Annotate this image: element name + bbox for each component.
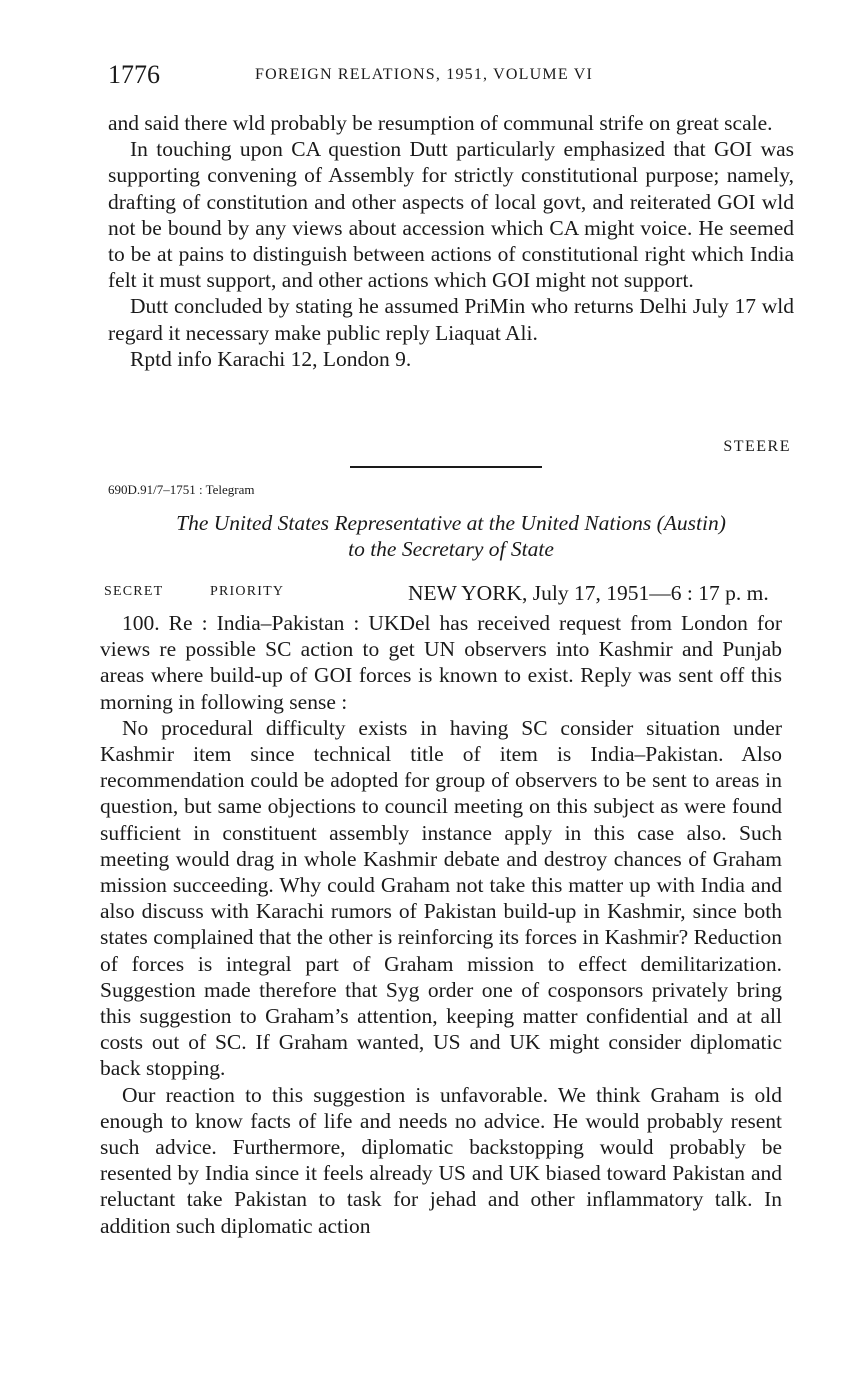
paragraph: In touching upon CA question Dutt particularly emphasized that GOI was supporting convening of Assembly for strictly constitutional purpose; namely, drafting of constitution and other aspects of local govt, and reiterated GOI wld not be bound by any views about accession which CA might voice. He seemed to be at pains to distinguish between actions of constitutional right which India felt it must support, and other actions which GOI might not support.	[108, 137, 794, 293]
previous-document-body	[108, 110, 794, 372]
document-title	[108, 510, 794, 562]
signature: STEERE	[723, 438, 791, 455]
page-number: 1776	[108, 60, 160, 89]
section-divider	[350, 466, 542, 468]
paragraph: Our reaction to this suggestion is unfavorable. We think Graham is old enough to know facts of life and needs no advice. He would probably resent such advice. Furthermore, diplomatic backstopping would probably be resented by India since it feels already US and UK biased toward Pakistan and reluctant take Pakistan to task for jehad and other inflammatory talk. In addition such diplomatic action	[100, 1082, 782, 1238]
page-header	[108, 60, 791, 94]
dateline: NEW YORK, July 17, 1951—6 : 17 p. m.	[408, 581, 769, 605]
paragraph: Rptd info Karachi 12, London 9.	[130, 346, 412, 371]
paragraph: No procedural difficulty exists in having SC consider situation under Kashmir item since technical title of item is India–Pakistan. Also recommendation could be adopted for group of observers to be sent to areas in question, but same objections to council meeting on this subject as were found sufficient in constituent assembly instance apply in this case also. Such meeting would drag in whole Kashmir debate and destroy chances of Graham mission succeeding. Why could Graham not take this matter up with India and also discuss with Karachi rumors of Pakistan build-up in Kashmir, since both states complained that the other is reinforcing its forces in Kashmir? Reduction of forces is integral part of Graham mission to effect demilitarization. Suggestion made therefore that Syg order one of cosponsors privately bring this suggestion to Graham’s attention, keeping matter confidential and at all costs out of SC. If Graham wanted, US and UK might consider diplomatic back stopping.	[100, 715, 782, 1081]
classification: SECRET	[104, 584, 164, 599]
file-reference: 690D.91/7–1751 : Telegram	[108, 482, 255, 497]
telegram-body	[100, 610, 782, 1239]
paragraph: and said there wld probably be resumption of communal strife on great scale.	[108, 111, 773, 135]
document-title-line-2: to the Secretary of State	[348, 537, 554, 561]
document-title-line-1: The United States Representative at the United Nations (Austin)	[176, 511, 726, 535]
paragraph: 100. Re : India–Pakistan : UKDel has received request from London for views re possible SC action to get UN observers into Kashmir and Punjab areas where build-up of GOI forces is known to exist. Reply was sent off this morning in following sense :	[100, 611, 782, 714]
paragraph: Dutt concluded by stating he assumed PriMin who returns Delhi July 17 wld regard it necessary make public reply Liaquat Ali.	[108, 294, 794, 345]
precedence: PRIORITY	[210, 584, 285, 599]
running-head: FOREIGN RELATIONS, 1951, VOLUME VI	[255, 66, 593, 83]
